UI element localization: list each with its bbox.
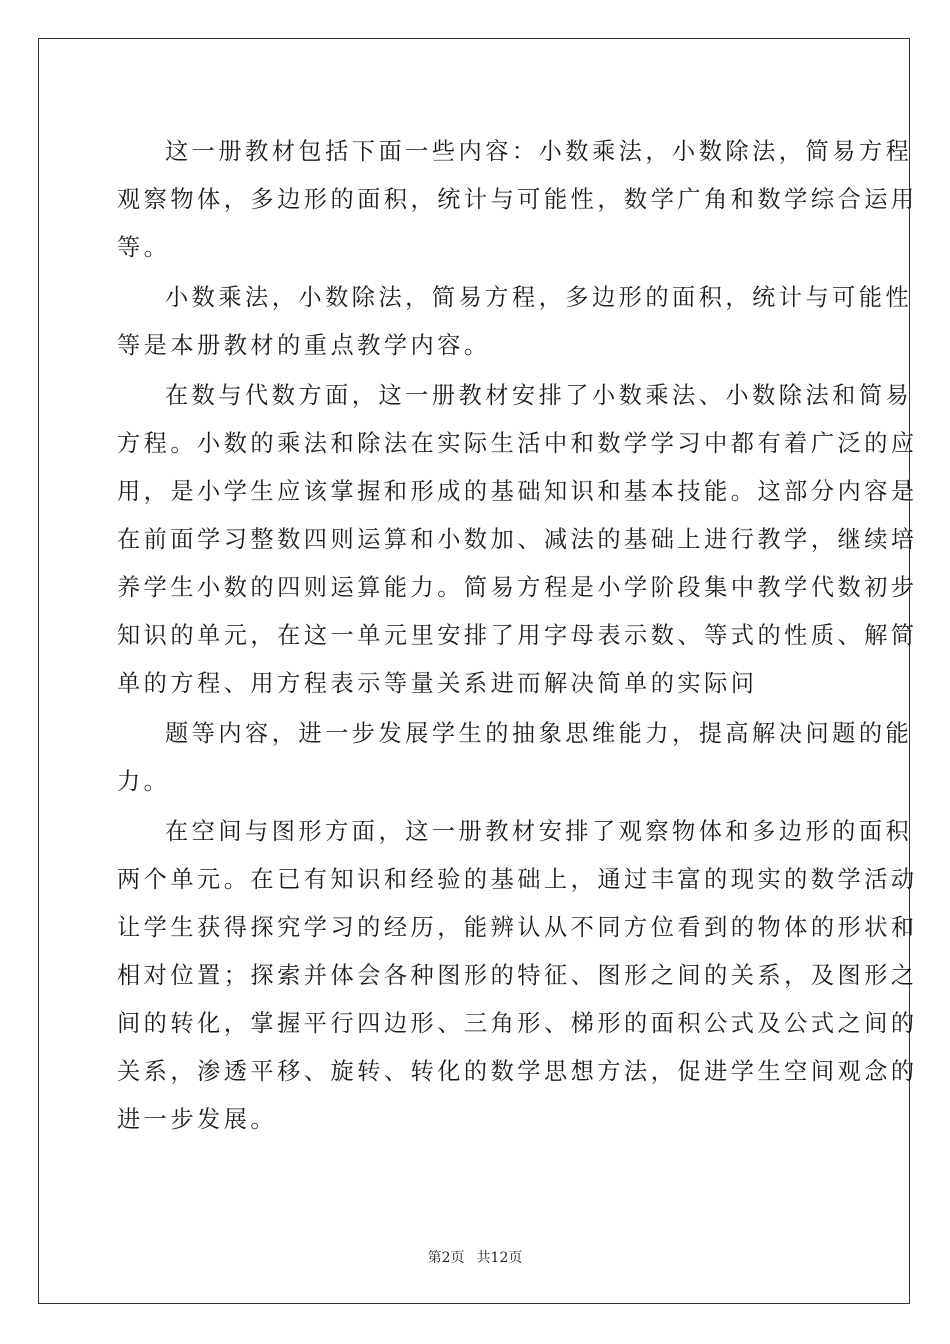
text-line: 相对位置；探索并体会各种图形的特征、图形之间的关系，及图形之 xyxy=(117,962,918,989)
text-line: 在数与代数方面，这一册教材安排了小数乘法、小数除法和简易 xyxy=(165,382,913,409)
page-footer xyxy=(0,1247,950,1267)
text-line: 让学生获得探究学习的经历，能辨认从不同方位看到的物体的形状和 xyxy=(117,914,918,941)
text-line: 方程。小数的乘法和除法在实际生活中和数学学习中都有着广泛的应 xyxy=(117,430,918,457)
text-line: 观察物体，多边形的面积，统计与可能性，数学广角和数学综合运用 xyxy=(117,186,918,213)
paragraph xyxy=(117,274,913,370)
text-line: 两个单元。在已有知识和经验的基础上，通过丰富的现实的数学活动 xyxy=(117,866,918,893)
text-line: 单的方程、用方程表示等量关系进而解决简单的实际问 xyxy=(117,670,758,697)
text-line: 这一册教材包括下面一些内容：小数乘法，小数除法，简易方程 xyxy=(165,138,913,165)
document-body xyxy=(117,128,918,1144)
paragraph xyxy=(117,710,913,806)
text-line: 间的转化，掌握平行四边形、三角形、梯形的面积公式及公式之间的 xyxy=(117,1010,918,1037)
text-line: 等。 xyxy=(117,234,171,261)
text-line: 用，是小学生应该掌握和形成的基础知识和基本技能。这部分内容是 xyxy=(117,478,918,505)
text-line: 题等内容，进一步发展学生的抽象思维能力，提高解决问题的能 xyxy=(165,720,913,747)
text-line: 力。 xyxy=(117,768,171,795)
text-line: 进一步发展。 xyxy=(117,1106,278,1133)
page-total: 共12页 xyxy=(476,1250,523,1266)
text-line: 小数乘法，小数除法，简易方程，多边形的面积，统计与可能性 xyxy=(165,284,913,311)
text-line: 在前面学习整数四则运算和小数加、减法的基础上进行教学，继续培 xyxy=(117,526,918,553)
text-line: 等是本册教材的重点教学内容。 xyxy=(117,332,491,359)
page-number: 第2页 xyxy=(427,1250,465,1266)
paragraph xyxy=(117,808,918,1144)
text-line: 养学生小数的四则运算能力。简易方程是小学阶段集中教学代数初步 xyxy=(117,574,918,601)
text-line: 关系，渗透平移、旋转、转化的数学思想方法，促进学生空间观念的 xyxy=(117,1058,918,1085)
text-line: 在空间与图形方面，这一册教材安排了观察物体和多边形的面积 xyxy=(165,818,913,845)
paragraph xyxy=(117,372,918,708)
text-line: 知识的单元，在这一单元里安排了用字母表示数、等式的性质、解简 xyxy=(117,622,918,649)
paragraph xyxy=(117,128,918,272)
